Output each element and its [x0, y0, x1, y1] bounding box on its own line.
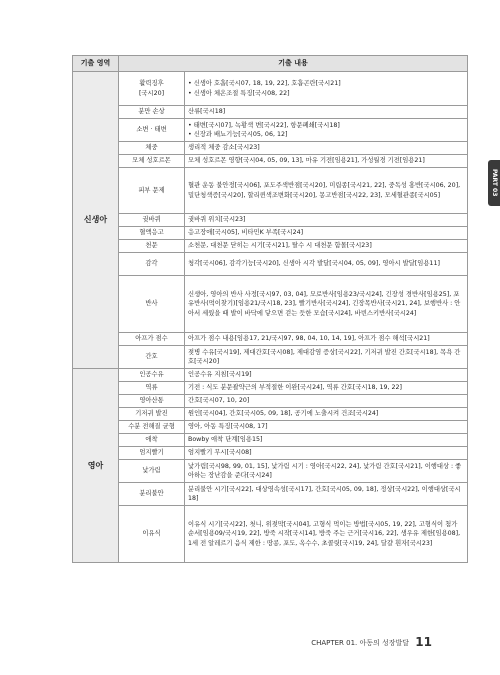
header-content: 기출 내용 [119, 56, 468, 72]
topic-cell: 혈액응고 [119, 227, 185, 240]
content-line: 낯가림[국시98, 99, 01, 15], 낯가림 시기 : 영아[국시22, 24], 낯가림 간호[국시21], 이행대상 : 좋아하는 장난감을 준다[국시24] [188, 462, 462, 479]
content-cell [185, 506, 468, 563]
content-line: 분리불안 시기[국시22], 대상영속성[국시17], 간호[국시05, 09, 18], 정상[국시22], 이행대상[국시18] [188, 485, 461, 502]
topic-cell: 소변 · 태변 [119, 119, 185, 142]
area-cell: 신생아 [73, 72, 119, 369]
topic-cell: 수분 전해질 균형 [119, 421, 185, 434]
table-row [73, 155, 468, 168]
page-number: 11 [415, 635, 432, 649]
table-row [73, 253, 468, 276]
content-line: 신생아, 영아의 반사 사정[국시97, 03, 04], 모로반사[임용23/국시24], 긴장성 경반사[임용25], 포유반사(먹이찾기)[임용21/국시18, 23], 빨기반사[국시24], 긴장목반사[국시21, 24], 보행반사 : 안아서 세웠을 때 발이 바닥에 닿으면 걷는 듯한 모습[국시24], 바빈스키반사[국시24] [188, 291, 461, 317]
part-tab: PART 03 [488, 160, 500, 206]
topic-cell: 모체 성호르몬 [119, 155, 185, 168]
topic-cell: 분만 손상 [119, 106, 185, 119]
table-row [73, 106, 468, 119]
content-cell [185, 214, 468, 227]
table-row [73, 395, 468, 408]
content-line: • 신장과 배뇨기능[국시05, 06, 12] [188, 131, 288, 138]
content-line: 소천문, 대천문 닫히는 시기[국시21], 탈수 시 대천문 함몰[국시23] [188, 242, 372, 250]
exam-table [72, 55, 468, 563]
content-line: • 신생아 호흡[국시07, 18, 19, 22], 호흡곤란[국시21] [188, 80, 341, 88]
chapter-label: CHAPTER 01. 아동의 성장발달 [311, 639, 410, 647]
content-cell [185, 168, 468, 214]
topic-cell: 영아산통 [119, 395, 185, 408]
content-line: 모체 성호르몬 영향[국시04, 05, 09, 13], 마유 기전[임용21], 가성월경 기전[임용21] [188, 157, 425, 165]
header-area: 기출 영역 [73, 56, 119, 72]
content-cell [185, 421, 468, 434]
table-row [73, 119, 468, 142]
content-cell [185, 240, 468, 253]
table-row [73, 369, 468, 382]
content-line: 산류[국시18] [188, 108, 226, 116]
topic-cell: 기저귀 발진 [119, 408, 185, 421]
content-line: 혈관 운동 불안정[국시06], 포도주색반점[국시20], 미립종[국시21, 22], 중독성 홍반[국시06, 20], 밀단청색증[국시20], 할리퀸색조변화[국시20], 몽고반점[국시22, 23], 모세혈관종[국시05] [188, 182, 461, 199]
topic-cell: 활력징후 [국시20] [119, 72, 185, 106]
content-line: • 태변[국시07], 녹황색 변[국시22], 항문폐쇄[국시18] [188, 121, 340, 129]
topic-cell: 역류 [119, 382, 185, 395]
topic-cell: 분리불안 [119, 483, 185, 506]
topic-cell: 아프가 점수 [119, 333, 185, 346]
content-line: • 신생아 체온조절 특징[국시08, 22] [188, 89, 290, 97]
topic-cell: 엄지빨기 [119, 447, 185, 460]
content-cell [185, 408, 468, 421]
table-row [73, 276, 468, 333]
content-cell [185, 460, 468, 483]
exam-table-container [72, 55, 468, 563]
content-line: 젖병 수유[국시19], 제대간호[국시08], 제대감염 증상[국시22], 기저귀 발진 간호[국시18], 목욕 간호[국시20] [188, 348, 461, 365]
table-row [73, 240, 468, 253]
content-line: 귓바퀴 위치[국시23] [188, 216, 246, 224]
content-line: 영아, 아동 특징[국시08, 17] [188, 423, 268, 431]
topic-cell: 낯가림 [119, 460, 185, 483]
table-row [73, 214, 468, 227]
topic-cell: 이유식 [119, 506, 185, 563]
content-line: 응고장애[국시05], 비타민K 부족[국시24] [188, 229, 304, 237]
content-cell [185, 106, 468, 119]
topic-cell: 반사 [119, 276, 185, 333]
content-cell [185, 434, 468, 447]
table-row [73, 408, 468, 421]
content-cell [185, 483, 468, 506]
content-cell [185, 369, 468, 382]
content-cell [185, 227, 468, 240]
content-cell [185, 142, 468, 155]
content-cell [185, 253, 468, 276]
content-cell [185, 72, 468, 106]
content-cell [185, 382, 468, 395]
content-line: 청각[국시06], 감각기능[국시20], 신생아 시각 발달[국시04, 05, 09], 영아시 발달[임용11] [188, 260, 440, 268]
table-row [73, 434, 468, 447]
content-line: Bowby 애착 단계[임용15] [188, 436, 263, 444]
table-row [73, 227, 468, 240]
content-cell [185, 119, 468, 142]
table-row [73, 142, 468, 155]
table-row [73, 346, 468, 369]
topic-cell: 귓바퀴 [119, 214, 185, 227]
topic-cell: 감각 [119, 253, 185, 276]
topic-cell: 체중 [119, 142, 185, 155]
table-row [73, 447, 468, 460]
topic-cell: 간호 [119, 346, 185, 369]
table-row [73, 168, 468, 214]
content-cell [185, 333, 468, 346]
table-row [73, 460, 468, 483]
page-footer [311, 635, 432, 649]
content-line: 아프가 점수 내용[임용17, 21/국시97, 98, 04, 10, 14, 19], 아프가 점수 해석[국시21] [188, 335, 430, 343]
content-cell [185, 346, 468, 369]
content-line: 원인[국시04], 간호[국시05, 09, 18], 공기에 노출시켜 건조[국시24] [188, 410, 379, 418]
table-row [73, 506, 468, 563]
table-row [73, 421, 468, 434]
table-body [73, 72, 468, 563]
topic-cell: 애착 [119, 434, 185, 447]
table-row [73, 382, 468, 395]
content-line: 생리적 체중 감소[국시23] [188, 144, 260, 152]
content-cell [185, 395, 468, 408]
area-cell: 영아 [73, 369, 119, 563]
content-cell [185, 155, 468, 168]
content-line: 엄지빨기 무시[국시08] [188, 449, 252, 457]
content-line: 간호[국시07, 10, 20] [188, 397, 250, 405]
content-cell [185, 447, 468, 460]
content-line: 이유식 시기[국시22], 첫니, 위젖막[국시04], 고형식 먹이는 방법[국시05, 19, 22], 고형식이 첨가 순서[임용09/국시19, 22], 방죽 시작[국시14], 방죽 주는 근거[국시16, 22], 생우유 제한[임용08], 1세 전 알레르기 음식 제한 : 땅콩, 포도, 옥수수, 초콜릿[국시19, 24], 달걀 흰자[국시23] [188, 521, 461, 547]
table-row [73, 72, 468, 106]
table-header-row [73, 56, 468, 72]
content-line: 기전 : 식도 분문괄약근의 부적절한 이완[국시24], 역류 간호[국시18, 19, 22] [188, 384, 403, 392]
topic-cell: 인공수유 [119, 369, 185, 382]
topic-cell: 천문 [119, 240, 185, 253]
table-row [73, 483, 468, 506]
content-cell [185, 276, 468, 333]
content-line: 인공수유 지침[국시19] [188, 371, 252, 379]
topic-cell: 피부 문제 [119, 168, 185, 214]
table-row [73, 333, 468, 346]
